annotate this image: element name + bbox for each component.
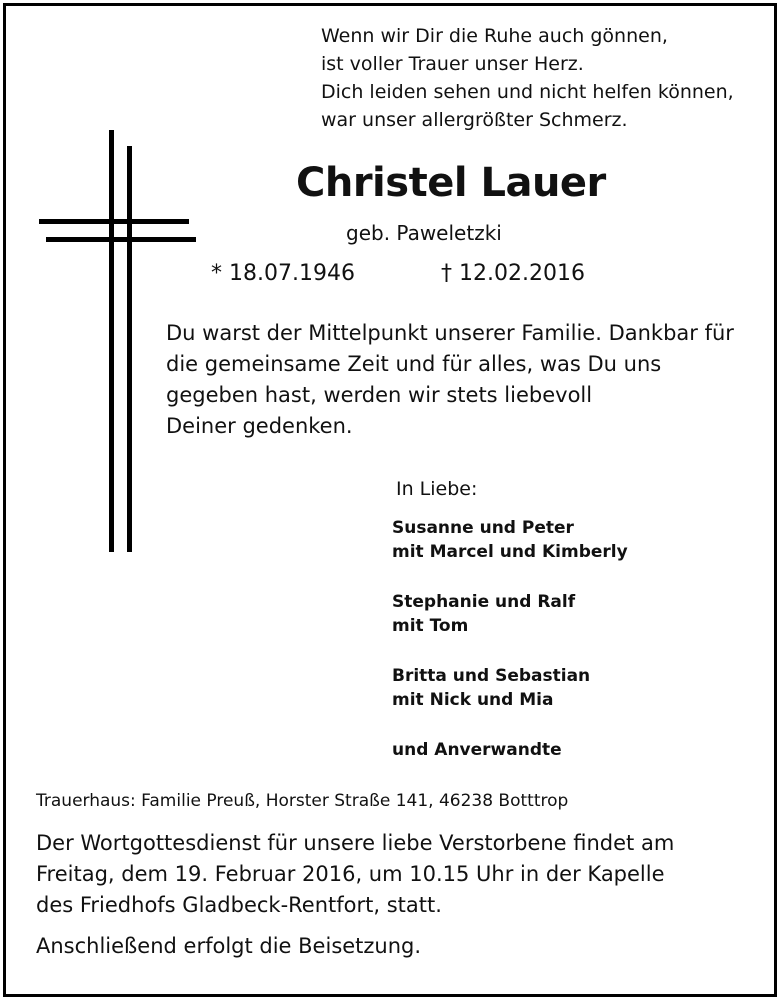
- poem-line: Dich leiden sehen und nicht helfen können,: [321, 81, 734, 103]
- tribute-line: gegeben hast, werden wir stets liebevoll: [166, 383, 593, 407]
- mourner-group: [392, 590, 752, 638]
- service-info: [36, 828, 776, 921]
- birth-date: * 18.07.1946: [211, 261, 355, 286]
- tribute-line: Du warst der Mittelpunkt unserer Familie. Dankbar für: [166, 321, 734, 345]
- cross-icon: [6, 6, 206, 566]
- poem-line: war unser allergrößter Schmerz.: [321, 109, 628, 131]
- tribute-text: [166, 318, 776, 442]
- mourner-line: Susanne und Peter: [392, 518, 574, 538]
- service-line: des Friedhofs Gladbeck-Rentfort, statt.: [36, 893, 442, 917]
- mourner-group: [392, 516, 752, 564]
- mourners-intro: In Liebe:: [396, 478, 478, 500]
- service-line: Freitag, dem 19. Februar 2016, um 10.15 Uhr in der Kapelle: [36, 862, 665, 886]
- mourner-group: [392, 664, 752, 712]
- mourner-line: mit Nick und Mia: [392, 690, 554, 710]
- mourner-line: mit Marcel und Kimberly: [392, 542, 628, 562]
- tribute-line: Deiner gedenken.: [166, 414, 353, 438]
- maiden-name: geb. Paweletzki: [346, 221, 502, 245]
- mourner-line: Britta und Sebastian: [392, 666, 591, 686]
- service-line: Der Wortgottesdienst für unsere liebe Verstorbene findet am: [36, 831, 675, 855]
- obituary-notice: [3, 3, 777, 997]
- mourner-line: und Anverwandte: [392, 740, 562, 760]
- mourners-list: [392, 516, 752, 788]
- mourner-line: mit Tom: [392, 616, 469, 636]
- poem-line: Wenn wir Dir die Ruhe auch gönnen,: [321, 25, 668, 47]
- poem: [321, 22, 761, 134]
- mourner-group: [392, 738, 752, 762]
- poem-line: ist voller Trauer unser Herz.: [321, 53, 584, 75]
- tribute-line: die gemeinsame Zeit und für alles, was Du uns: [166, 352, 662, 376]
- mourning-house: Trauerhaus: Familie Preuß, Horster Straße 141, 46238 Botttrop: [36, 791, 569, 811]
- deceased-name: Christel Lauer: [296, 160, 606, 206]
- burial-info: Anschließend erfolgt die Beisetzung.: [36, 934, 422, 958]
- mourner-line: Stephanie und Ralf: [392, 592, 576, 612]
- death-date: † 12.02.2016: [441, 261, 585, 286]
